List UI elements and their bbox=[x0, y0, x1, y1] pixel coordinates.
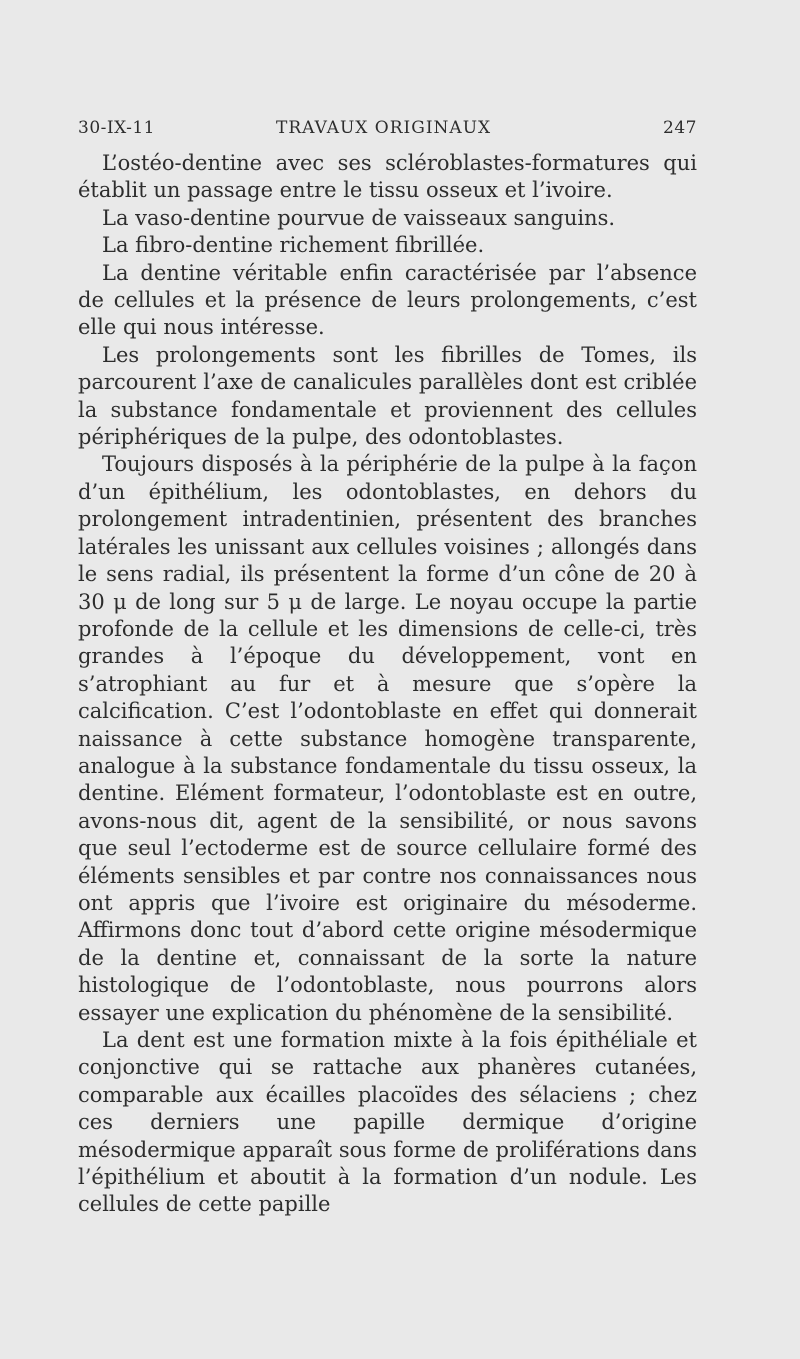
paragraph-odontoblastes: Toujours disposés à la périphérie de la pulpe à la façon d’un épithélium, les odontoblastes, en dehors du prolongement intradentinien, présentent des branches latérales les unissant aux cellules voisines ; allongés dans le sens radial, ils présentent la forme d’un cône de 20 à 30 μ de long sur 5 μ de large. Le noyau occupe la partie profonde de la cellule et les dimensions de celle-ci, très grandes à l’époque du développement, vont en s’atrophiant au fur et à mesure que s’opère la calcification. C’est l’odontoblaste en effet qui donnerait naissance à cette substance homogène transparente, analogue à la substance fondamentale du tissu osseux, la dentine. Elément formateur, l’odontoblaste est en outre, avons-nous dit, agent de la sensibilité, or nous savons que seul l’ectoderme est de source cellulaire formé des éléments sensibles et par contre nos connaissances nous ont appris que l’ivoire est originaire du mésoderme. Affirmons donc tout d’abord cette origine mésodermique de la dentine et, connaissant de la sorte la nature histologique de l’odontoblaste, nous pourrons alors essayer une explication du phénomène de la sensibilité. bbox=[78, 452, 697, 1025]
paragraph-formation-mixte: La dent est une formation mixte à la fois épithéliale et conjonctive qui se rattache aux phanères cutanées, comparable aux écailles placoïdes des sélaciens ; chez ces derniers une papille dermique d’origine mésodermique apparaît sous forme de proliférations dans l’épithélium et aboutit à la formation d’un nodule. Les cellules de cette papille bbox=[78, 1028, 697, 1217]
header-issue-date: 30-IX-11 bbox=[78, 118, 155, 138]
paragraph-vaso-dentine: La vaso-dentine pourvue de vaisseaux sanguins. bbox=[102, 205, 616, 230]
running-header bbox=[78, 118, 697, 142]
paragraph-prolongements: Les prolongements sont les fibrilles de Tomes, ils parcourent l’axe de canalicules parallèles dont est criblée la substance fondamentale et proviennent des cellules périphériques de la pulpe, des odontoblastes. bbox=[78, 342, 697, 450]
body-text bbox=[78, 150, 697, 1219]
paragraph-osteo-dentine: L’ostéo-dentine avec ses scléroblastes-formatures qui établit un passage entre le tissu osseux et l’ivoire. bbox=[78, 151, 697, 203]
page-number: 247 bbox=[663, 118, 697, 138]
paragraph-fibro-dentine: La fibro-dentine richement fibrillée. bbox=[102, 233, 485, 258]
paragraph-dentine-veritable: La dentine véritable enfin caractérisée par l’absence de cellules et la présence de leurs prolongements, c’est elle qui nous intéresse. bbox=[78, 260, 697, 340]
header-section-title: TRAVAUX ORIGINAUX bbox=[276, 118, 492, 138]
